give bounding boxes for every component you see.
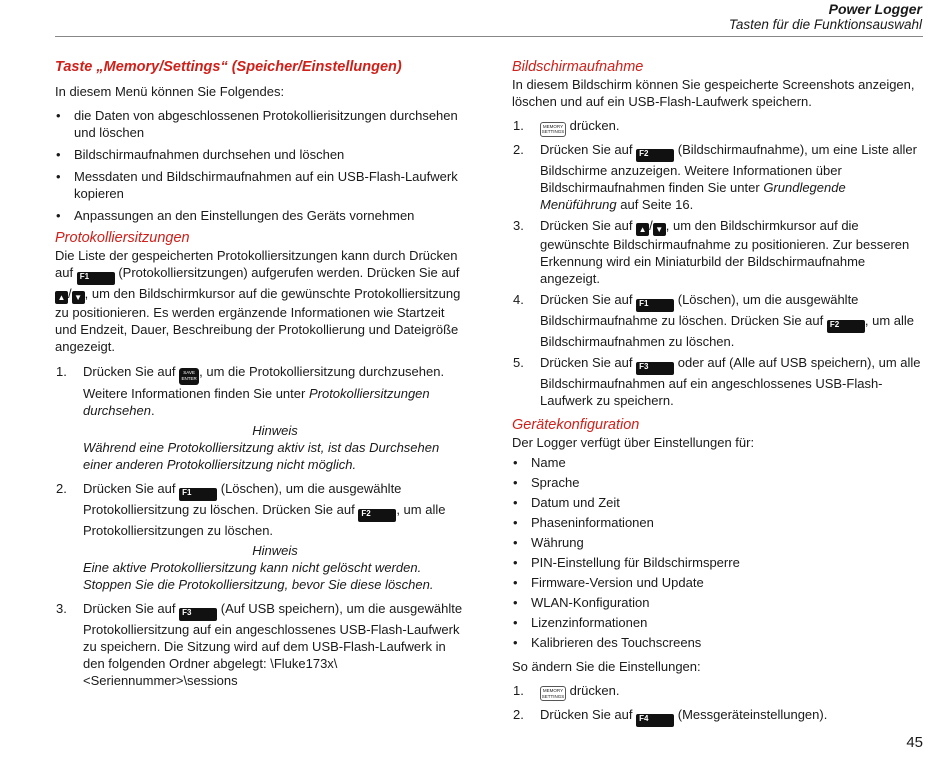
f1-key-icon: F1 bbox=[179, 488, 217, 501]
up-arrow-key-icon: ▲ bbox=[636, 223, 649, 236]
config-step-2: 2. Drücken Sie auf F4 (Messgeräteinstellungen). bbox=[512, 706, 922, 727]
save-enter-key-icon: SAVE ENTER bbox=[179, 368, 199, 385]
session-step-2: 2. Drücken Sie auf F1 (Löschen), um die ausgewählte Protokolliersitzung zu löschen. Drücken Sie auf F2 , um alle Protokolliersitzungen zu löschen. bbox=[56, 481, 446, 538]
change-settings-intro: So ändern Sie die Einstellungen: bbox=[512, 658, 701, 674]
memory-intro: In diesem Menü können Sie Folgendes: bbox=[55, 84, 285, 99]
up-arrow-key-icon: ▲ bbox=[55, 291, 68, 304]
header-rule bbox=[55, 36, 923, 37]
right-column bbox=[512, 58, 922, 727]
note-1 bbox=[55, 422, 467, 473]
screen-capture-intro: In diesem Bildschirm können Sie gespeicherte Screenshots anzeigen, löschen und auf ein USB-Flash-Laufwerk speichern. bbox=[512, 77, 915, 109]
list-item: • Datum und Zeit bbox=[512, 494, 922, 511]
list-item: • WLAN-Konfiguration bbox=[512, 594, 922, 611]
sessions-paragraph: Die Liste der gespeicherten Protokolliersitzungen kann durch Drücken auf F1 (Protokolliersitzungen) aufgerufen werden. Drücken Sie auf ▲ / ▼ , um den Bildschirmkursor auf die gewünschte Protokolliersitzung zu positionieren. Es werden ergänzende Informationen wie Startzeit und Endzeit, Dauer, Beschreibung der Protokollierung und Dateigröße angezeigt. bbox=[55, 248, 461, 354]
memory-settings-key-icon: MEMORY SETTINGS bbox=[540, 686, 566, 701]
session-step-1: 1. Drücken Sie auf SAVE ENTER , um die Protokolliersitzung durchzusehen. Weitere Informationen finden Sie unter Protokolliersitzungen durchsehen. bbox=[56, 364, 445, 418]
f4-key-icon: F4 bbox=[636, 714, 674, 727]
down-arrow-key-icon: ▼ bbox=[72, 291, 85, 304]
f3-key-icon: F3 bbox=[179, 608, 217, 621]
device-config-heading: Gerätekonfiguration bbox=[512, 416, 640, 433]
f2-key-icon: F2 bbox=[358, 509, 396, 522]
list-item: • Lizenzinformationen bbox=[512, 614, 922, 631]
memory-bullet-list bbox=[55, 107, 467, 224]
config-step-1: 1. MEMORY SETTINGS drücken. bbox=[512, 682, 922, 702]
header-section: Tasten für die Funktionsauswahl bbox=[728, 17, 922, 32]
f1-key-icon: F1 bbox=[77, 272, 115, 285]
running-header bbox=[729, 2, 922, 32]
note-heading: Hinweis bbox=[252, 423, 298, 438]
f2-key-icon: F2 bbox=[827, 320, 865, 333]
list-item: • Kalibrieren des Touchscreens bbox=[512, 634, 922, 651]
session-step-3: 3. Drücken Sie auf F3 (Auf USB speichern), um die ausgewählte Protokolliersitzung auf ein angeschlossenes USB-Flash-Laufwerk zu speichern. Die Sitzung wird auf dem USB-Flash-Laufwerk in den folgenden Ordner abgelegt: \Fluke173x\<Seriennummer>\sessions bbox=[56, 601, 463, 688]
memory-settings-key-icon: MEMORY SETTINGS bbox=[540, 122, 566, 137]
list-item: • Bildschirmaufnahmen durchsehen und löschen bbox=[55, 146, 467, 163]
f2-key-icon: F2 bbox=[636, 149, 674, 162]
f1-key-icon: F1 bbox=[636, 299, 674, 312]
list-item: • Währung bbox=[512, 534, 922, 551]
note-heading: Hinweis bbox=[252, 543, 298, 558]
screen-step-4: 4. Drücken Sie auf F1 (Löschen), um die ausgewählte Bildschirmaufnahme zu löschen. Drücken Sie auf F2 , um alle Bildschirmaufnahmen zu löschen. bbox=[513, 291, 915, 349]
list-item: • Firmware-Version und Update bbox=[512, 574, 922, 591]
screen-step-5: 5. Drücken Sie auf F3 oder auf (Alle auf USB speichern), um alle Bildschirmaufnahmen auf ein angeschlossenes USB-Flash-Laufwerk zu speichern. bbox=[513, 354, 921, 408]
device-config-intro: Der Logger verfügt über Einstellungen für: bbox=[512, 434, 755, 450]
list-item: • Anpassungen an den Einstellungen des Geräts vornehmen bbox=[55, 207, 467, 224]
screen-step-3: 3. Drücken Sie auf ▲ / ▼ , um den Bildschirmkursor auf die gewünschte Bildschirmaufnahme zu positionieren. Zur besseren Erkennung wird ein Miniaturbild der Bildschirmaufnahme angezeigt. bbox=[513, 217, 910, 286]
cross-reference: Protokolliersitzungen durchsehen bbox=[83, 386, 430, 418]
page-number: 45 bbox=[906, 734, 923, 751]
down-arrow-key-icon: ▼ bbox=[653, 223, 666, 236]
screen-step-1: 1. MEMORY SETTINGS drücken. bbox=[512, 117, 922, 137]
sessions-heading: Protokolliersitzungen bbox=[55, 230, 190, 246]
screen-capture-heading: Bildschirmaufnahme bbox=[512, 59, 644, 75]
note-text: Eine aktive Protokolliersitzung kann nicht gelöscht werden. Stoppen Sie die Protokolliersitzung, bevor Sie diese löschen. bbox=[83, 560, 434, 592]
list-item: • Sprache bbox=[512, 474, 922, 491]
list-item: • Messdaten und Bildschirmaufnahmen auf ein USB-Flash-Laufwerk kopieren bbox=[55, 168, 467, 202]
note-2 bbox=[55, 542, 467, 593]
memory-settings-heading: Taste „Memory/Settings“ (Speicher/Einstellungen) bbox=[55, 59, 402, 75]
list-item: • Phaseninformationen bbox=[512, 514, 922, 531]
config-bullet-list bbox=[512, 454, 922, 651]
list-item: • PIN-Einstellung für Bildschirmsperre bbox=[512, 554, 922, 571]
note-text: Während eine Protokolliersitzung aktiv ist, ist das Durchsehen einer anderen Protokolliersitzung nicht möglich. bbox=[83, 440, 440, 472]
cross-reference: Grundlegende Menüführung bbox=[540, 179, 846, 212]
list-item: • Name bbox=[512, 454, 922, 471]
folder-path: \Fluke173x\<Seriennummer>\sessions bbox=[83, 656, 338, 688]
f3-key-icon: F3 bbox=[636, 362, 674, 375]
screen-step-2: 2. Drücken Sie auf F2 (Bildschirmaufnahme), um eine Liste aller Bildschirme anzuzeigen. Weitere Informationen über Bildschirmaufnahmen finden Sie unter Grundlegende Menüführung auf Seite 16. bbox=[513, 141, 917, 212]
header-product: Power Logger bbox=[828, 1, 922, 17]
list-item: • die Daten von abgeschlossenen Protokollierisitzungen durchsehen und löschen bbox=[55, 107, 467, 141]
left-column bbox=[55, 58, 467, 689]
